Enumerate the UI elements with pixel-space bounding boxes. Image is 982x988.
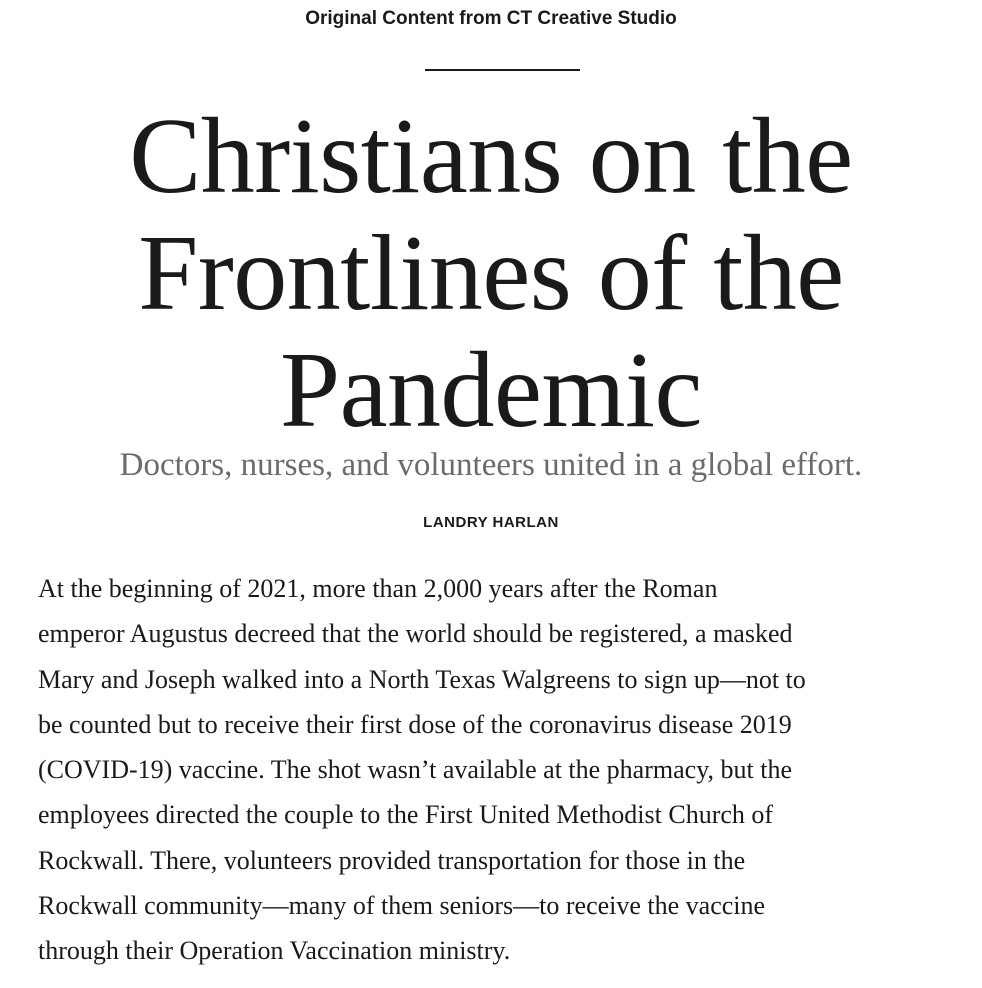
author-byline: LANDRY HARLAN xyxy=(423,514,559,531)
article-body-paragraph xyxy=(38,566,958,974)
article-headline xyxy=(0,98,982,449)
body-line: Mary and Joseph walked into a North Texas Walgreens to sign up—not to xyxy=(38,664,806,694)
body-line: be counted but to receive their first dose of the coronavirus disease 2019 xyxy=(38,709,792,739)
body-line: Rockwall community—many of them seniors—to receive the vaccine xyxy=(38,891,766,921)
headline-line: Pandemic xyxy=(280,331,702,450)
body-line: Rockwall. There, volunteers provided transportation for those in the xyxy=(38,845,746,875)
headline-line: Christians on the xyxy=(129,97,853,216)
sponsor-kicker: Original Content from CT Creative Studio xyxy=(305,8,677,29)
divider-rule xyxy=(425,69,580,71)
headline-line: Frontlines of the xyxy=(138,214,844,333)
body-line: At the beginning of 2021, more than 2,000 years after the Roman xyxy=(38,574,718,603)
body-line: employees directed the couple to the First United Methodist Church of xyxy=(38,800,774,830)
article-dek: Doctors, nurses, and volunteers united in a global effort. xyxy=(119,447,863,483)
body-line: emperor Augustus decreed that the world should be registered, a masked xyxy=(38,619,793,649)
body-line: through their Operation Vaccination ministry. xyxy=(38,936,511,966)
body-line: (COVID-19) vaccine. The shot wasn’t available at the pharmacy, but the xyxy=(38,755,792,785)
